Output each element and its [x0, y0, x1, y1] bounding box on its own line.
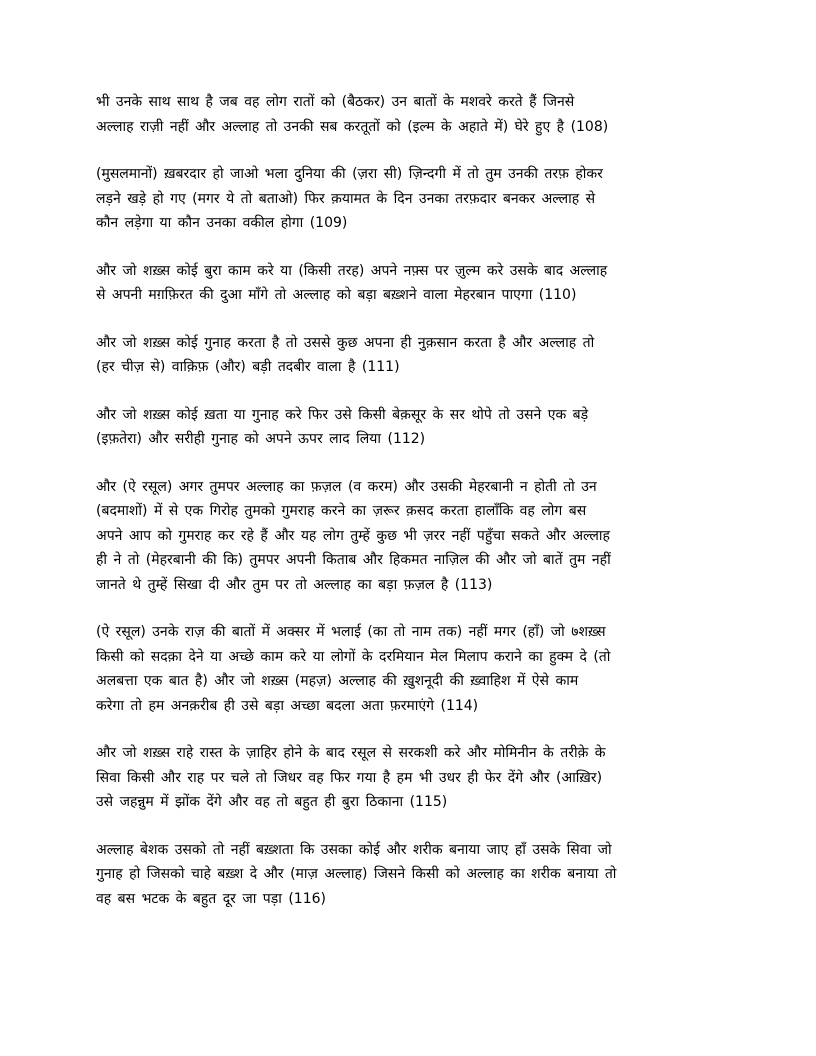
verse-line: और (ऐ रसूल) अगर तुमपर अल्लाह का फ़ज़ल (व करम) और उसकी मेहरबानी न होती तो उन — [96, 478, 597, 495]
verse-line: सिवा किसी और राह पर चले तो जिधर वह फिर गया है हम भी उधर ही फेर देंगे और (आख़िर) — [96, 769, 603, 786]
verse-line: (हर चीज़ से) वाक़िफ़ (और) बड़ी तदबीर वाला है (111) — [96, 359, 400, 375]
verse-line: जानते थे तुम्हें सिखा दी और तुम पर तो अल्लाह का बड़ा फ़ज़ल है (113) — [96, 576, 493, 593]
verse-line: वह बस भटक के बहुत दूर जा पड़ा (116) — [96, 890, 326, 907]
verse-paragraph — [96, 475, 720, 598]
verse-line: (मुसलमानों) ख़बरदार हो जाओ भला दुनिया की (ज़रा सी) ज़िन्दगी में तो तुम उनकी तरफ़ होकर — [96, 166, 603, 182]
verse-line: और जो शख़्स कोई बुरा काम करे या (किसी तरह) अपने नफ़्स पर ज़ुल्म करे उसके बाद अल्लाह — [96, 262, 608, 279]
verse-line: उसे जहन्नुम में झोंक देंगे और वह तो बहुत ही बुरा ठिकाना (115) — [96, 794, 448, 810]
verse-line: (इफ़तेरा) और सरीही गुनाह को अपने ऊपर लाद लिया (112) — [96, 431, 426, 447]
verse-line: भी उनके साथ साथ है जब वह लोग रातों को (बैठकर) उन बातों के मशवरे करते हैं जिनसे — [96, 94, 575, 110]
verse-paragraph — [96, 331, 720, 380]
verse-paragraph — [96, 403, 720, 452]
verse-line: अपने आप को गुमराह कर रहे हैं और यह लोग तुम्हें कुछ भी ज़रर नहीं पहुँचा सकते और अल्लाह — [96, 527, 610, 544]
document-page — [96, 90, 720, 934]
verse-line: कौन लड़ेगा या कौन उनका वकील होगा (109) — [96, 215, 348, 231]
verse-paragraph — [96, 162, 720, 236]
verse-line: और जो शख़्स कोई गुनाह करता है तो उससे कुछ अपना ही नुक़सान करता है और अल्लाह तो — [96, 334, 595, 351]
verse-line: किसी को सदक़ा देने या अच्छे काम करे या लोगों के दरमियान मेल मिलाप कराने का हुक्म दे (तो — [96, 648, 611, 665]
verse-line: करेगा तो हम अनक़रीब ही उसे बड़ा अच्छा बदला अता फ़रमाएंगे (114) — [96, 697, 479, 714]
verse-paragraph — [96, 741, 720, 815]
verse-paragraph — [96, 259, 720, 308]
verse-line: ही ने तो (मेहरबानी की कि) तुमपर अपनी किताब और हिकमत नाज़िल की और जो बातें तुम नहीं — [96, 552, 611, 568]
verse-line: से अपनी मग़फ़िरत की दुआ माँगे तो अल्लाह को बड़ा बख़्शने वाला मेहरबान पाएगा (110) — [96, 287, 577, 303]
verse-line: (ऐ रसूल) उनके राज़ की बातों में अक्सर में भलाई (का तो नाम तक) नहीं मगर (हाँ) जो ७शख़्स — [96, 624, 606, 640]
verse-paragraph — [96, 620, 720, 718]
verse-line: अल्लाह बेशक उसको तो नहीं बख़्शता कि उसका कोई और शरीक बनाया जाए हाँ उसके सिवा जो — [96, 841, 612, 858]
verse-line: अलबत्ता एक बात है) और जो शख़्स (महज़) अल्लाह की ख़ुशनूदी की ख़्वाहिश में ऐसे काम — [96, 673, 579, 689]
verse-line: और जो शख़्स कोई ख़ता या गुनाह करे फिर उसे किसी बेक़सूर के सर थोपे तो उसने एक बड़े — [96, 406, 589, 423]
verse-line: लड़ने खड़े हो गए (मगर ये तो बताओ) फिर क़यामत के दिन उनका तरफ़दार बनकर अल्लाह से — [96, 190, 596, 207]
verse-line: (बदमाशों) में से एक गिरोह तुमको गुमराह करने का ज़रूर क़सद करता हालाँकि वह लोग बस — [96, 503, 587, 519]
verse-line: और जो शख़्स राहे रास्त के ज़ाहिर होने के बाद रसूल से सरकशी करे और मोमिनीन के तरीक़े के — [96, 745, 606, 761]
verse-paragraph — [96, 90, 720, 139]
verse-paragraph — [96, 838, 720, 912]
verse-line: गुनाह हो जिसको चाहे बख़्श दे और (माज़ अल्लाह) जिसने किसी को अल्लाह का शरीक बनाया तो — [96, 866, 617, 882]
verse-line: अल्लाह राज़ी नहीं और अल्लाह तो उनकी सब करतूतों को (इल्म के अहाते में) घेरे हुए है (108) — [96, 118, 609, 135]
